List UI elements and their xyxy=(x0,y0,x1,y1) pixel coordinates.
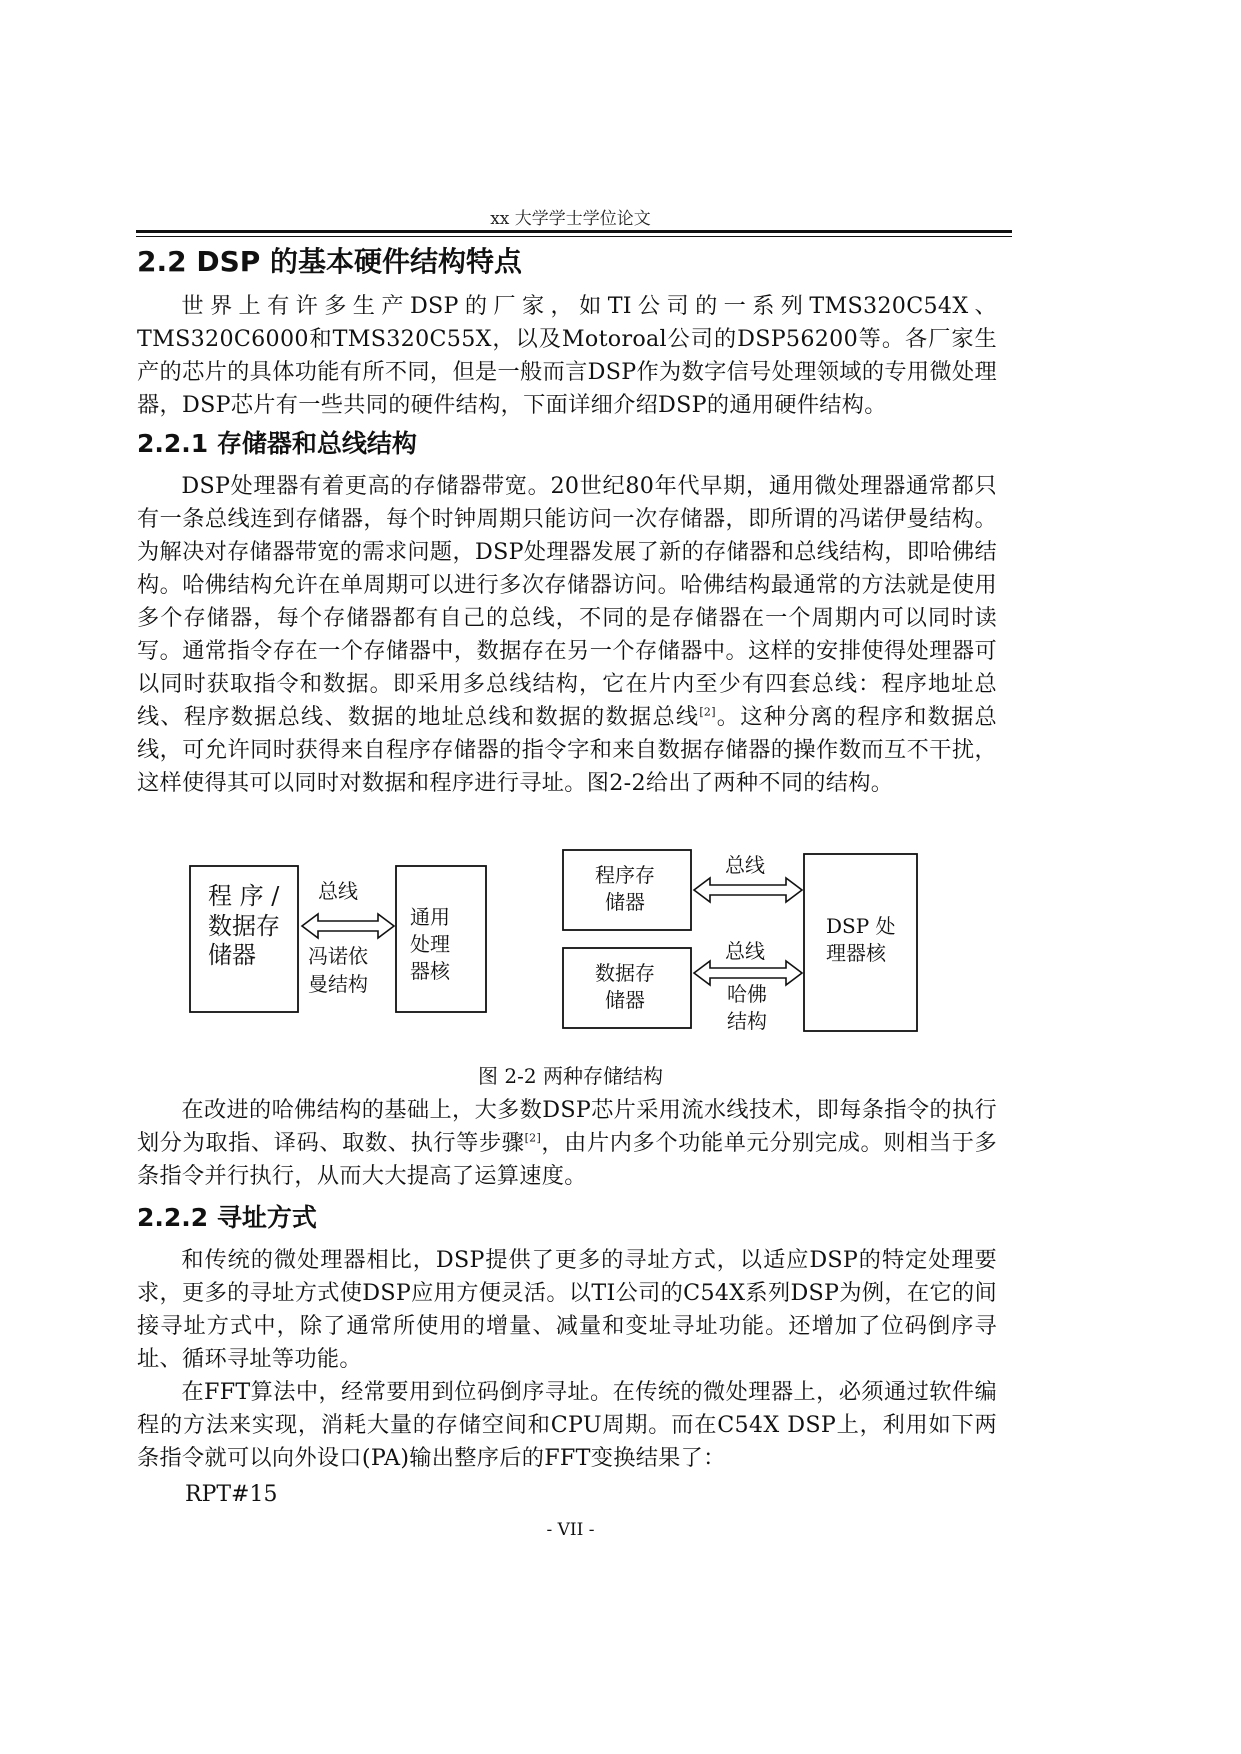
citation-ref: [2] xyxy=(524,1131,542,1145)
von-neumann-label-1: 冯诺依 xyxy=(308,944,368,968)
dsp-core-label-2: 理器核 xyxy=(826,941,886,965)
pipeline-text-b: ，由片内多个功能单元分别完成。则相当于多条指令并行执行，从而大大提高了运算速度。 xyxy=(137,1130,997,1189)
figure-caption: 图 2-2 两种存储结构 xyxy=(478,1064,663,1088)
right-bus-bottom-label: 总线 xyxy=(725,939,765,963)
running-header: xx 大学学士学位论文 xyxy=(490,209,651,229)
left-bus-label: 总线 xyxy=(318,879,358,903)
data-memory-label-1: 数据存 xyxy=(595,961,655,985)
right-bus-top-arrow xyxy=(694,878,802,902)
harvard-label-2: 结构 xyxy=(727,1009,767,1033)
right-bus-top-label: 总线 xyxy=(725,853,765,877)
von-neumann-label-2: 曼结构 xyxy=(308,972,368,996)
general-cpu-label-1: 通用 xyxy=(410,905,450,929)
data-memory-label-2: 储器 xyxy=(605,988,645,1012)
program-memory-label-1: 程序存 xyxy=(595,863,655,887)
unified-memory-label-2: 数据存 xyxy=(208,912,280,940)
subsection-heading-memory-bus: 2.2.1 存储器和总线结构 xyxy=(137,429,417,458)
program-memory-label-2: 储器 xyxy=(605,890,645,914)
addressing-paragraph: 和传统的微处理器相比，DSP提供了更多的寻址方式，以适应DSP的特定处理要求，更多的寻址方式使DSP应用方便灵活。以TI公司的C54X系列DSP为例，在它的间接寻址方式中，除了通常所使用的增量、减量和变址寻址功能。还增加了位码倒序寻址、循环寻址等功能。 xyxy=(137,1247,997,1372)
intro-paragraph: 世界上有许多生产DSP的厂家，如TI公司的一系列TMS320C54X、TMS320C6000和TMS320C55X，以及Motoroal公司的DSP56200等。各厂家生产的芯片的具体功能有所不同，但是一般而言DSP作为数字信号处理领域的专用微处理器，DSP芯片有一些共同的硬件结构，下面详细介绍DSP的通用硬件结构。 xyxy=(137,293,997,418)
pipeline-text-a: 在改进的哈佛结构的基础上，大多数DSP芯片采用流水线技术，即每条指令的执行划分为取指、译码、取数、执行等步骤 xyxy=(137,1097,997,1156)
dsp-core-label-1: DSP 处 xyxy=(826,914,896,938)
page-number: - VII - xyxy=(546,1520,595,1540)
unified-memory-label-1: 程 序 / xyxy=(208,882,280,910)
pipeline-paragraph xyxy=(137,1094,997,1193)
code-instruction: RPT#15 xyxy=(185,1482,278,1507)
general-cpu-label-2: 处理 xyxy=(410,932,450,956)
citation-ref: [2] xyxy=(699,705,716,719)
harvard-label-1: 哈佛 xyxy=(727,982,767,1006)
section-heading: 2.2 DSP 的基本硬件结构特点 xyxy=(137,245,523,278)
subsection-heading-addressing: 2.2.2 寻址方式 xyxy=(137,1203,317,1232)
unified-memory-label-3: 储器 xyxy=(208,941,256,969)
memory-bus-text-b: 。这种分离的程序和数据总线，可允许同时获得来自程序存储器的指令字和来自数据存储器的操作数而互不干扰，这样使得其可以同时对数据和程序进行寻址。图2-2给出了两种不同的结构。 xyxy=(137,704,997,796)
general-cpu-label-3: 器核 xyxy=(410,959,450,983)
left-bus-arrow xyxy=(302,914,394,938)
memory-bus-text-a: DSP处理器有着更高的存储器带宽。20世纪80年代早期，通用微处理器通常都只有一条总线连到存储器，每个时钟周期只能访问一次存储器，即所谓的冯诺伊曼结构。为解决对存储器带宽的需求问题，DSP处理器发展了新的存储器和总线结构，即哈佛结构。哈佛结构允许在单周期可以进行多次存储器访问。哈佛结构最通常的方法就是使用多个存储器，每个存储器都有自己的总线，不同的是存储器在一个周期内可以同时读写。通常指令存在一个存储器中，数据存在另一个存储器中。这样的安排使得处理器可以同时获取指令和数据。即采用多总线结构，它在片内至少有四套总线：程序地址总线、程序数据总线、数据的地址总线和数据的数据总线 xyxy=(137,473,997,730)
fft-paragraph: 在FFT算法中，经常要用到位码倒序寻址。在传统的微处理器上，必须通过软件编程的方法来实现，消耗大量的存储空间和CPU周期。而在C54X DSP上，利用如下两条指令就可以向外设口(PA)输出整序后的FFT变换结果了： xyxy=(137,1379,997,1471)
